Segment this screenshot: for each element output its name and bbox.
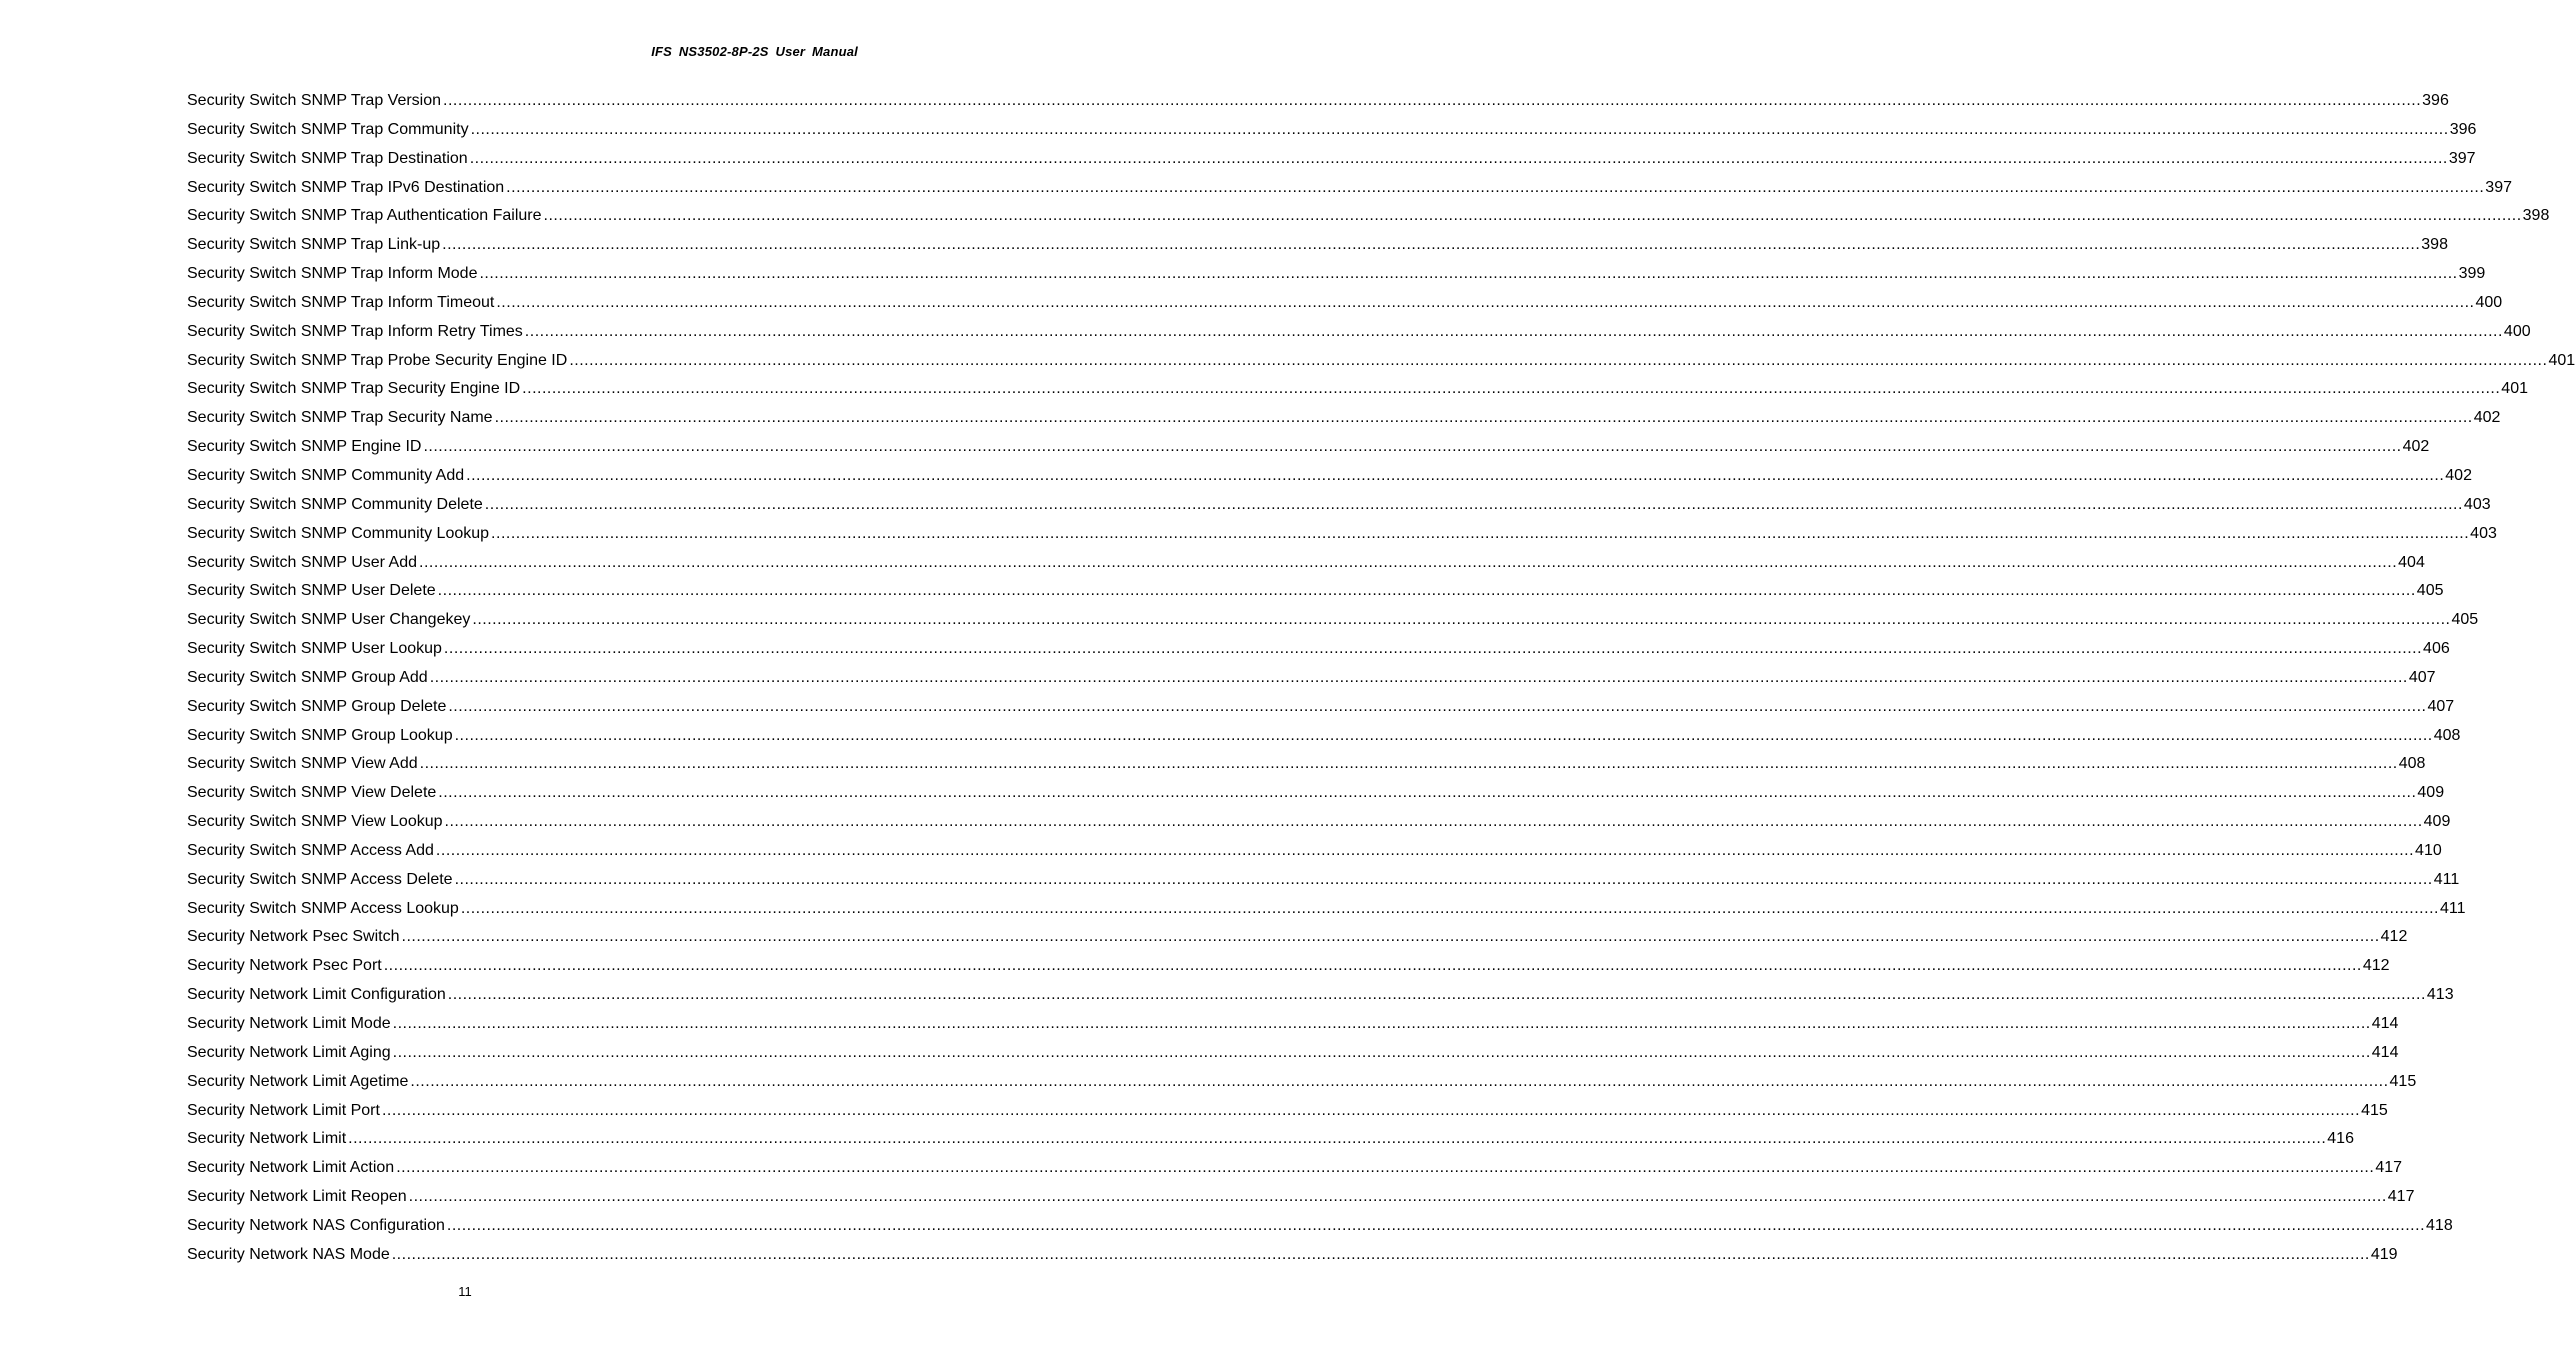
toc-entry-title: Security Network Limit Aging [187, 1043, 391, 1061]
toc-entry[interactable] [187, 231, 2448, 260]
toc-entry-page: 417 [2375, 1159, 2403, 1177]
toc-entry-title: Security Switch SNMP Trap Security Engine ID [187, 380, 521, 398]
toc-entry[interactable] [187, 260, 2486, 289]
toc-entry-page: 411 [2439, 899, 2466, 917]
toc-entry-page: 412 [2362, 957, 2390, 975]
toc-entry[interactable] [187, 1097, 2388, 1126]
toc-entry-page: 409 [2417, 784, 2445, 802]
toc-entry-page: 415 [2389, 1072, 2417, 1090]
dot-leader: ................................................................................................................................................................................................................................................................................................................................................................................................................ [396, 1159, 2375, 1177]
dot-leader: ................................................................................................................................................................................................................................................................................................................................................................................................................ [435, 841, 2415, 859]
toc-entry-page: 407 [2427, 697, 2455, 715]
toc-entry-page: 413 [2426, 986, 2454, 1004]
toc-entry-title: Security Network Limit Reopen [187, 1188, 407, 1206]
toc-entry[interactable] [187, 952, 2390, 981]
toc-entry-title: Security Switch SNMP Group Delete [187, 697, 447, 715]
page-number: 11 [458, 1284, 472, 1299]
toc-entry[interactable] [187, 404, 2501, 433]
toc-entry-title: Security Switch SNMP Community Add [187, 466, 465, 484]
toc-entry[interactable] [187, 491, 2491, 520]
toc-entry[interactable] [187, 1241, 2398, 1270]
dot-leader: ................................................................................................................................................................................................................................................................................................................................................................................................................ [437, 582, 2416, 600]
dot-leader: ................................................................................................................................................................................................................................................................................................................................................................................................................ [447, 986, 2426, 1004]
toc-entry-page: 400 [2503, 322, 2531, 340]
toc-entry[interactable] [187, 866, 2460, 895]
toc-entry-page: 396 [2449, 120, 2477, 138]
toc-entry[interactable] [187, 981, 2454, 1010]
toc-entry-title: Security Switch SNMP Access Delete [187, 870, 453, 888]
toc-entry-page: 401 [2548, 351, 2575, 369]
toc-entry[interactable] [187, 923, 2408, 952]
toc-entry[interactable] [187, 289, 2503, 318]
dot-leader: ................................................................................................................................................................................................................................................................................................................................................................................................................ [392, 1043, 2371, 1061]
toc-entry-page: 414 [2371, 1043, 2399, 1061]
toc-entry-title: Security Switch SNMP Trap IPv6 Destination [187, 178, 505, 196]
dot-leader: ................................................................................................................................................................................................................................................................................................................................................................................................................ [419, 755, 2398, 773]
toc-entry-page: 397 [2448, 149, 2476, 167]
toc-entry-title: Security Network NAS Configuration [187, 1216, 445, 1234]
toc-entry[interactable] [187, 664, 2436, 693]
dot-leader: ................................................................................................................................................................................................................................................................................................................................................................................................................ [408, 1188, 2387, 1206]
dot-leader: ................................................................................................................................................................................................................................................................................................................................................................................................................ [443, 640, 2423, 658]
toc-entry[interactable] [187, 606, 2479, 635]
dot-leader: ................................................................................................................................................................................................................................................................................................................................................................................................................ [391, 1245, 2370, 1263]
dot-leader: ................................................................................................................................................................................................................................................................................................................................................................................................................ [448, 697, 2427, 715]
toc-entry[interactable] [187, 808, 2451, 837]
toc-entry-page: 419 [2370, 1245, 2398, 1263]
toc-entry[interactable] [187, 1010, 2399, 1039]
dot-leader: ................................................................................................................................................................................................................................................................................................................................................................................................................ [381, 1101, 2361, 1119]
dot-leader: ................................................................................................................................................................................................................................................................................................................................................................................................................ [569, 351, 2548, 369]
toc-entry-title: Security Switch SNMP View Add [187, 755, 418, 773]
toc-entry[interactable] [187, 318, 2531, 347]
toc-entry[interactable] [187, 1125, 2354, 1154]
toc-entry-title: Security Network Limit [187, 1130, 347, 1148]
running-header: IFS NS3502-8P-2S User Manual [651, 44, 858, 59]
toc-entry[interactable] [187, 1068, 2417, 1097]
toc-entry[interactable] [187, 577, 2444, 606]
toc-entry-title: Security Switch SNMP Group Lookup [187, 726, 453, 744]
toc-entry-title: Security Switch SNMP Group Add [187, 668, 428, 686]
dot-leader: ................................................................................................................................................................................................................................................................................................................................................................................................................ [442, 236, 2421, 254]
toc-entry-title: Security Network Limit Action [187, 1159, 395, 1177]
toc-entry[interactable] [187, 693, 2455, 722]
toc-entry[interactable] [187, 722, 2461, 751]
toc-entry-title: Security Network Limit Configuration [187, 986, 446, 1004]
toc-entry-page: 403 [2470, 524, 2497, 542]
toc-entry[interactable] [187, 1154, 2403, 1183]
toc-entry-title: Security Network Psec Port [187, 957, 382, 975]
dot-leader: ................................................................................................................................................................................................................................................................................................................................................................................................................ [522, 380, 2501, 398]
toc-entry-title: Security Switch SNMP Engine ID [187, 438, 422, 456]
toc-entry-title: Security Network NAS Mode [187, 1245, 390, 1263]
toc-entry-title: Security Network Psec Switch [187, 928, 400, 946]
toc-entry-page: 397 [2485, 178, 2512, 196]
toc-entry-page: 400 [2475, 293, 2503, 311]
dot-leader: ................................................................................................................................................................................................................................................................................................................................................................................................................ [446, 1216, 2426, 1234]
toc-entry-title: Security Switch SNMP User Add [187, 553, 418, 571]
toc-entry-title: Security Switch SNMP Trap Inform Timeout [187, 293, 495, 311]
toc-entry-title: Security Network Limit Mode [187, 1015, 391, 1032]
toc-entry[interactable] [187, 174, 2512, 203]
dot-leader: ................................................................................................................................................................................................................................................................................................................................................................................................................ [466, 466, 2445, 484]
toc-entry-title: Security Switch SNMP Community Lookup [187, 524, 490, 542]
dot-leader: ................................................................................................................................................................................................................................................................................................................................................................................................................ [423, 438, 2402, 456]
dot-leader: ................................................................................................................................................................................................................................................................................................................................................................................................................ [401, 928, 2380, 946]
toc-entry-page: 415 [2361, 1101, 2388, 1119]
toc-entry[interactable] [187, 375, 2528, 404]
table-of-contents [187, 87, 2575, 1270]
toc-entry-page: 404 [2398, 553, 2425, 571]
toc-entry-title: Security Switch SNMP Trap Version [187, 92, 442, 109]
toc-entry-page: 401 [2501, 380, 2528, 398]
toc-entry[interactable] [187, 145, 2476, 174]
toc-entry[interactable] [187, 202, 2550, 231]
toc-entry[interactable] [187, 635, 2450, 664]
toc-entry-page: 412 [2380, 928, 2408, 946]
dot-leader: ................................................................................................................................................................................................................................................................................................................................................................................................................ [419, 553, 2398, 571]
toc-entry[interactable] [187, 1212, 2453, 1241]
toc-entry-page: 407 [2408, 668, 2436, 686]
toc-entry-title: Security Switch SNMP User Lookup [187, 640, 442, 658]
dot-leader: ................................................................................................................................................................................................................................................................................................................................................................................................................ [348, 1130, 2327, 1148]
toc-entry[interactable] [187, 1183, 2415, 1212]
toc-entry-title: Security Switch SNMP Trap Destination [187, 149, 468, 167]
toc-entry-title: Security Switch SNMP View Delete [187, 784, 437, 802]
dot-leader: ................................................................................................................................................................................................................................................................................................................................................................................................................ [410, 1072, 2389, 1090]
toc-entry-page: 402 [2473, 409, 2501, 427]
toc-entry[interactable] [187, 837, 2442, 866]
toc-entry[interactable] [187, 433, 2430, 462]
toc-entry-title: Security Switch SNMP Access Add [187, 841, 434, 859]
dot-leader: ................................................................................................................................................................................................................................................................................................................................................................................................................ [472, 611, 2451, 629]
dot-leader: ................................................................................................................................................................................................................................................................................................................................................................................................................ [454, 726, 2433, 744]
toc-entry-page: 410 [2415, 841, 2442, 859]
toc-entry[interactable] [187, 549, 2425, 578]
toc-entry[interactable] [187, 116, 2477, 145]
toc-entry-title: Security Switch SNMP View Lookup [187, 813, 443, 831]
dot-leader: ................................................................................................................................................................................................................................................................................................................................................................................................................ [454, 870, 2433, 888]
dot-leader: ................................................................................................................................................................................................................................................................................................................................................................................................................ [429, 668, 2408, 686]
toc-entry-page: 418 [2426, 1216, 2453, 1234]
dot-leader: ................................................................................................................................................................................................................................................................................................................................................................................................................ [484, 495, 2463, 513]
dot-leader: ................................................................................................................................................................................................................................................................................................................................................................................................................ [444, 813, 2423, 831]
toc-entry-title: Security Network Limit Port [187, 1101, 380, 1119]
toc-entry[interactable] [187, 750, 2426, 779]
toc-entry-title: Security Switch SNMP Trap Inform Retry Times [187, 322, 523, 340]
toc-entry-page: 409 [2423, 813, 2451, 831]
toc-entry-page: 411 [2433, 870, 2460, 888]
toc-entry[interactable] [187, 779, 2445, 808]
toc-entry[interactable] [187, 462, 2472, 491]
dot-leader: ................................................................................................................................................................................................................................................................................................................................................................................................................ [543, 207, 2522, 225]
dot-leader: ................................................................................................................................................................................................................................................................................................................................................................................................................ [496, 293, 2475, 311]
toc-entry-title: Security Switch SNMP Trap Authentication Failure [187, 207, 542, 225]
toc-entry[interactable] [187, 347, 2575, 376]
toc-entry[interactable] [187, 520, 2497, 549]
dot-leader: ................................................................................................................................................................................................................................................................................................................................................................................................................ [494, 409, 2473, 427]
toc-entry-page: 398 [2421, 236, 2448, 254]
toc-entry[interactable] [187, 895, 2466, 924]
toc-entry-title: Security Switch SNMP Community Delete [187, 495, 483, 513]
toc-entry-title: Security Switch SNMP Trap Link-up [187, 236, 441, 254]
dot-leader: ................................................................................................................................................................................................................................................................................................................................................................................................................ [479, 265, 2458, 283]
toc-entry-title: Security Switch SNMP Trap Probe Security Engine ID [187, 351, 568, 369]
toc-entry[interactable] [187, 1039, 2399, 1068]
toc-entry-page: 408 [2398, 755, 2426, 773]
toc-entry[interactable] [187, 87, 2449, 116]
toc-entry-page: 408 [2433, 726, 2461, 744]
dot-leader: ................................................................................................................................................................................................................................................................................................................................................................................................................ [443, 92, 2422, 109]
dot-leader: ................................................................................................................................................................................................................................................................................................................................................................................................................ [469, 149, 2448, 167]
dot-leader: ................................................................................................................................................................................................................................................................................................................................................................................................................ [470, 120, 2449, 138]
toc-entry-title: Security Switch SNMP Trap Community [187, 120, 469, 138]
dot-leader: ................................................................................................................................................................................................................................................................................................................................................................................................................ [506, 178, 2485, 196]
toc-entry-page: 396 [2422, 92, 2449, 109]
toc-entry-title: Security Switch SNMP Access Lookup [187, 899, 459, 917]
dot-leader: ................................................................................................................................................................................................................................................................................................................................................................................................................ [524, 322, 2503, 340]
toc-entry-title: Security Switch SNMP User Changekey [187, 611, 471, 629]
dot-leader: ................................................................................................................................................................................................................................................................................................................................................................................................................ [460, 899, 2439, 917]
toc-entry-page: 403 [2463, 495, 2491, 513]
dot-leader: ................................................................................................................................................................................................................................................................................................................................................................................................................ [438, 784, 2417, 802]
toc-entry-page: 417 [2387, 1188, 2415, 1206]
toc-entry-page: 405 [2416, 582, 2444, 600]
dot-leader: ................................................................................................................................................................................................................................................................................................................................................................................................................ [383, 957, 2362, 975]
toc-entry-page: 414 [2371, 1015, 2399, 1032]
toc-entry-title: Security Switch SNMP User Delete [187, 582, 436, 600]
toc-entry-page: 402 [2445, 466, 2472, 484]
dot-leader: ................................................................................................................................................................................................................................................................................................................................................................................................................ [392, 1015, 2371, 1032]
toc-entry-page: 406 [2423, 640, 2450, 658]
toc-entry-page: 402 [2402, 438, 2430, 456]
toc-entry-title: Security Network Limit Agetime [187, 1072, 409, 1090]
toc-entry-page: 398 [2522, 207, 2550, 225]
dot-leader: ................................................................................................................................................................................................................................................................................................................................................................................................................ [491, 524, 2470, 542]
toc-entry-page: 399 [2458, 265, 2486, 283]
toc-entry-title: Security Switch SNMP Trap Security Name [187, 409, 493, 427]
toc-entry-title: Security Switch SNMP Trap Inform Mode [187, 265, 478, 283]
toc-entry-page: 416 [2327, 1130, 2354, 1148]
toc-entry-page: 405 [2451, 611, 2479, 629]
